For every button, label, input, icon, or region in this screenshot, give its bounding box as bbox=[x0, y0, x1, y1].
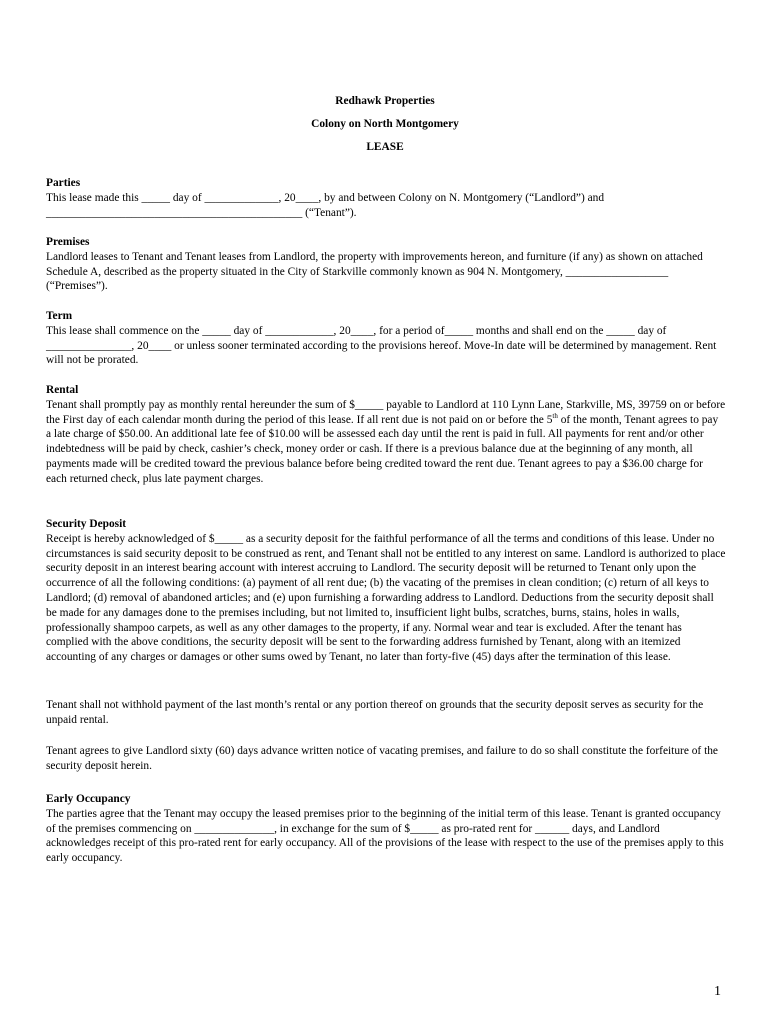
rental-text bbox=[46, 398, 726, 487]
rental-heading: Rental bbox=[46, 384, 79, 396]
premises-section bbox=[46, 235, 726, 294]
premises-text: Landlord leases to Tenant and Tenant leases from Landlord, the property with improvements hereon, and furniture (if any) as shown on attached Schedule A, described as the property situated in the City of Starkville commonly known as 904 N. Montgomery, __________________ (“Premises”). bbox=[46, 250, 703, 293]
security-deposit-paragraph-2 bbox=[46, 698, 726, 728]
property-name: Colony on North Montgomery bbox=[311, 118, 459, 130]
term-section bbox=[46, 309, 726, 368]
document-title: LEASE bbox=[366, 141, 404, 153]
security-deposit-text-3: Tenant agrees to give Landlord sixty (60) days advance written notice of vacating premises, and failure to do so shall constitute the forfeiture of the security deposit herein. bbox=[46, 745, 718, 772]
parties-text: This lease made this _____ day of _____________, 20____, by and between Colony on N. Montgomery (“Landlord”) and _____________________________________________ (“Tenant”). bbox=[46, 191, 605, 219]
premises-heading: Premises bbox=[46, 236, 90, 248]
security-deposit-section bbox=[46, 517, 726, 665]
early-occupancy-text: The parties agree that the Tenant may occupy the leased premises prior to the beginning of the initial term of this lease. Tenant is granted occupancy of the premises commencing on ______________, in exchange for the sum of $_____ as pro-rated rent for ______ days, and Landlord acknowledges receipt of this pro-rated rent for early occupancy. All of the provisions of the lease with respect to the use of the premises apply to this early occupancy. bbox=[46, 807, 724, 865]
rental-superscript: th bbox=[552, 411, 558, 420]
rental-text-part2: of the month, Tenant agrees to pay a late charge of $50.00. An additional late fee of $10.00 will be assessed each day until the rent is paid in full. All payments for rent and/or other indebtedness will be paid by check, cashier’s check, money order or cash. If there is a previous balance due at the beginning of any month, all payments made will be credited toward the previous balance before being credited toward the rent due. Tenant agrees to pay a $36.00 charge for each returned check, plus late payment charges. bbox=[46, 413, 719, 485]
page-number: 1 bbox=[714, 984, 721, 999]
security-deposit-text: Receipt is hereby acknowledged of $_____ as a security deposit for the faithful performance of all the terms and conditions of this lease. Under no circumstances is said security deposit to be construed as rent, and Tenant shall not be entitled to any interest on same. Landlord is authorized to place security deposit in an interest bearing account with interest accruing to Landlord. The security deposit will be returned to Tenant only upon the occurrence of all the following conditions: (a) payment of all rent due; (b) the vacating of the premises in clean condition; (c) return of all keys to Landlord; (d) removal of abandoned articles; and (e) upon furnishing a forwarding address to Landlord. Deductions from the security deposit shall be made for any damages done to the premises including, but not limited to, insufficient light bulbs, scratches, burns, stains, holes in walls, professionally shampoo carpets, as well as any other damages to the property, if any. Normal wear and tear is excluded. After the tenant has complied with the above conditions, the security deposit will be sent to the forwarding address furnished by Tenant, along with an itemized accounting of any charges or damages or other sums owed by Tenant, no later than forty-five (45) days after the termination of this lease. bbox=[46, 532, 726, 664]
parties-heading: Parties bbox=[46, 177, 81, 189]
security-deposit-heading: Security Deposit bbox=[46, 518, 127, 530]
parties-section bbox=[46, 176, 726, 220]
term-heading: Term bbox=[46, 310, 73, 322]
security-deposit-paragraph-3 bbox=[46, 744, 726, 774]
early-occupancy-section bbox=[46, 792, 726, 866]
company-name: Redhawk Properties bbox=[335, 95, 435, 107]
rental-text-part1: Tenant shall promptly pay as monthly rental hereunder the sum of $_____ payable to Landlord at 110 Lynn Lane, Starkville, MS, 39759 on or before the First day of each calendar month during the period of this lease. If all rent due is not paid on or before the 5 bbox=[46, 398, 726, 426]
rental-section bbox=[46, 383, 726, 487]
security-deposit-text-2: Tenant shall not withhold payment of the last month’s rental or any portion thereof on grounds that the security deposit serves as security for the unpaid rental. bbox=[46, 699, 704, 726]
term-text: This lease shall commence on the _____ day of ____________, 20____, for a period of_____ months and shall end on the _____ day of _______________, 20____ or unless sooner terminated according to the provisions hereof. Move-In date will be determined by management. Rent will not be prorated. bbox=[46, 324, 717, 367]
early-occupancy-heading: Early Occupancy bbox=[46, 793, 131, 805]
